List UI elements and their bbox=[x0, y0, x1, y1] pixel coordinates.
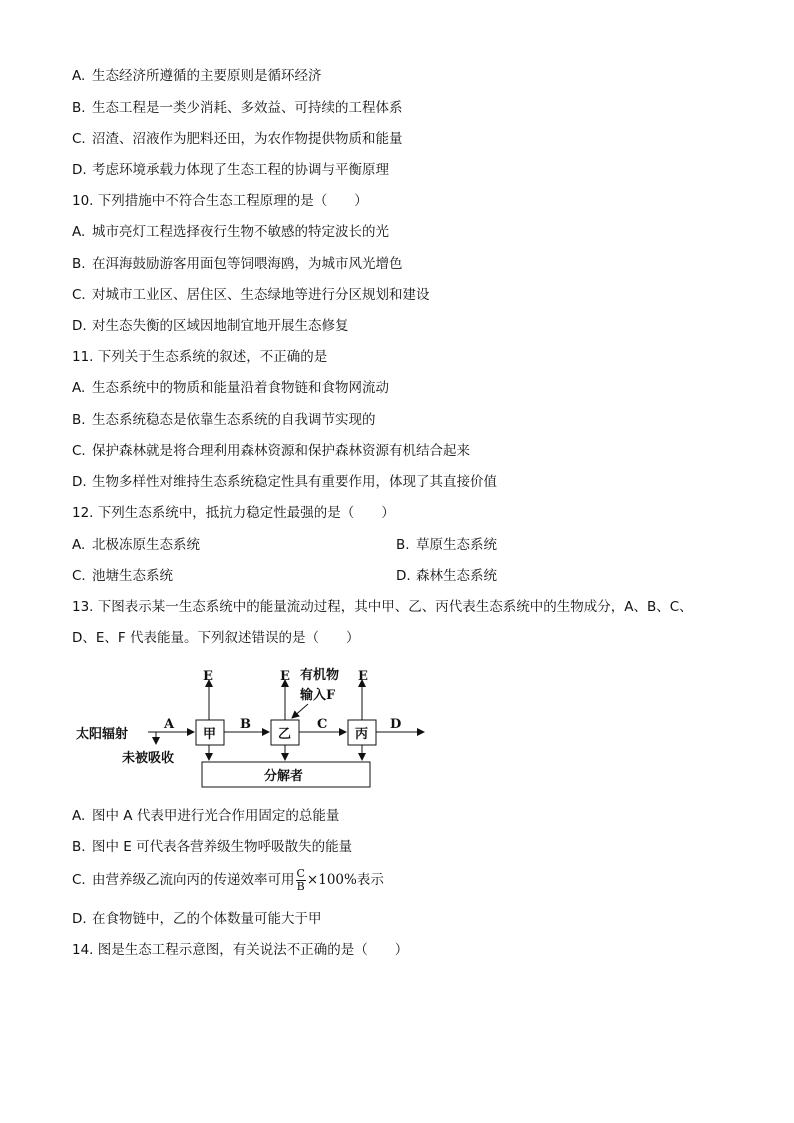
label-jia: 甲 bbox=[203, 727, 217, 742]
label-e-jia: E bbox=[203, 669, 213, 684]
q10-option-b: B. 在洱海鼓励游客用面包等饲喂海鸥，为城市风光增色 bbox=[72, 256, 403, 272]
label-b: B bbox=[240, 717, 251, 732]
label-d: D bbox=[390, 717, 402, 732]
label-sun: 太阳辐射 bbox=[76, 727, 129, 742]
label-bing: 丙 bbox=[355, 727, 369, 742]
q13-stem-line2: D、E、F 代表能量。下列叙述错误的是（ ） bbox=[72, 630, 360, 646]
q10-option-d: D. 对生态失衡的区域因地制宜地开展生态修复 bbox=[72, 318, 349, 334]
q11-option-d: D. 生物多样性对维持生态系统稳定性具有重要作用，体现了其直接价值 bbox=[72, 474, 497, 490]
q11-option-b: B. 生态系统稳态是依靠生态系统的自我调节实现的 bbox=[72, 412, 376, 428]
q10-option-c: C. 对城市工业区、居住区、生态绿地等进行分区规划和建设 bbox=[72, 287, 430, 303]
arrow-f bbox=[292, 704, 308, 718]
label-organic-2: 输入F bbox=[300, 688, 336, 703]
q12-option-a: A. 北极冻原生态系统 bbox=[72, 537, 200, 553]
label-c: C bbox=[317, 717, 328, 732]
q11-option-a: A. 生态系统中的物质和能量沿着食物链和食物网流动 bbox=[72, 380, 389, 396]
q9-option-a: A. 生态经济所遵循的主要原则是循环经济 bbox=[72, 68, 322, 84]
q9-option-c: C. 沼渣、沼液作为肥料还田，为农作物提供物质和能量 bbox=[72, 131, 403, 147]
q12-option-b: B. 草原生态系统 bbox=[396, 537, 497, 553]
q12-option-d: D. 森林生态系统 bbox=[396, 568, 497, 584]
q12-option-c: C. 池塘生态系统 bbox=[72, 568, 173, 584]
q14-stem: 14. 图是生态工程示意图，有关说法不正确的是（ ） bbox=[72, 942, 409, 958]
label-organic-1: 有机物 bbox=[300, 668, 340, 683]
fraction-c-over-b: $\frac{C}{B}$ bbox=[296, 866, 305, 893]
q10-option-a: A. 城市亮灯工程选择夜行生物不敏感的特定波长的光 bbox=[72, 224, 389, 240]
label-decomposer: 分解者 bbox=[264, 769, 304, 784]
q9-option-d: D. 考虑环境承载力体现了生态工程的协调与平衡原理 bbox=[72, 162, 389, 178]
q13-option-c: C. 由营养级乙流向丙的传递效率可用 $\frac{C}{B}$ ×100%表示 bbox=[72, 866, 384, 893]
q10-stem: 10. 下列措施中不符合生态工程原理的是（ ） bbox=[72, 193, 368, 209]
label-a: A bbox=[164, 717, 175, 732]
energy-flow-diagram bbox=[72, 662, 442, 792]
q13-option-b: B. 图中 E 可代表各营养级生物呼吸散失的能量 bbox=[72, 839, 353, 855]
label-yi: 乙 bbox=[278, 727, 292, 742]
q9-option-b: B. 生态工程是一类少消耗、多效益、可持续的工程体系 bbox=[72, 100, 403, 116]
label-unabsorbed: 未被吸收 bbox=[122, 751, 175, 766]
q11-stem: 11. 下列关于生态系统的叙述，不正确的是 bbox=[72, 349, 328, 365]
label-e-yi: E bbox=[280, 669, 290, 684]
q11-option-c: C. 保护森林就是将合理利用森林资源和保护森林资源有机结合起来 bbox=[72, 443, 470, 459]
q13-stem-line1: 13. 下图表示某一生态系统中的能量流动过程，其中甲、乙、丙代表生态系统中的生物成分，A、B、C、 bbox=[72, 599, 693, 615]
q12-stem: 12. 下列生态系统中，抵抗力稳定性最强的是（ ） bbox=[72, 505, 395, 521]
q13-option-d: D. 在食物链中，乙的个体数量可能大于甲 bbox=[72, 911, 322, 927]
label-e-bing: E bbox=[358, 669, 368, 684]
q13-option-a: A. 图中 A 代表甲进行光合作用固定的总能量 bbox=[72, 808, 340, 824]
